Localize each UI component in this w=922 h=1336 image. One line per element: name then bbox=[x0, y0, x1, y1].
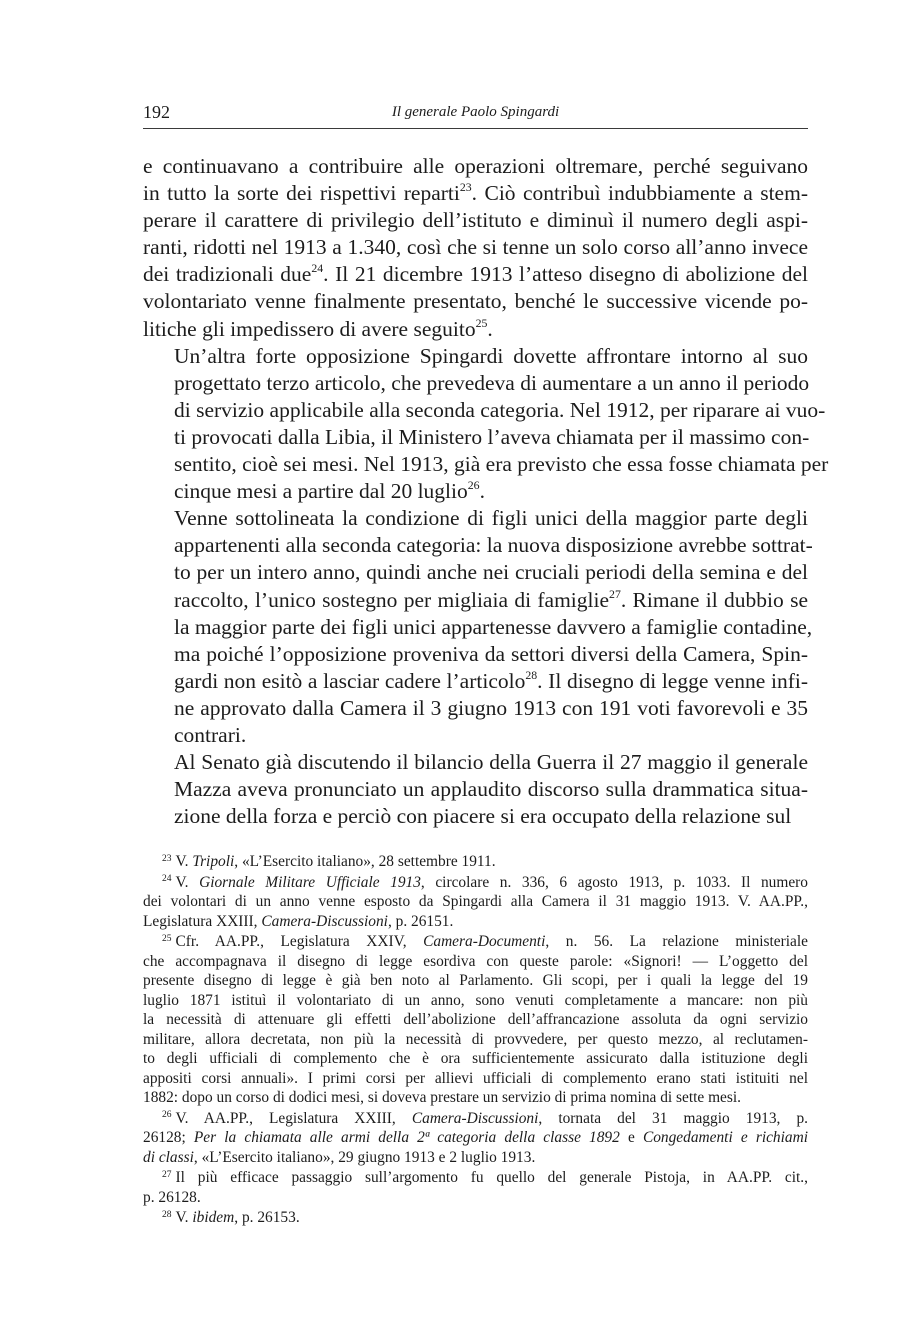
text-run: . bbox=[487, 316, 493, 341]
text-run: , n. 56. La relazione ministeriale bbox=[545, 933, 808, 950]
text-run: Un’altra forte opposizione Spingardi dovette affrontare intorno al suo bbox=[174, 343, 808, 368]
text-run: presente disegno di legge è già ben noto al Parlamento. Gli scopi, per i quali la legge del 19 bbox=[143, 972, 808, 989]
paragraph bbox=[143, 153, 808, 343]
italic-run: Camera-Discussioni bbox=[411, 1109, 539, 1127]
text-run: . Il 21 dicembre 1913 l’atteso disegno di abolizione del bbox=[323, 262, 808, 287]
text-run: to degli ufficiali di complemento che è ora sufficientemente assicurato dalla istituzione degli bbox=[143, 1050, 808, 1067]
footnote-line bbox=[143, 991, 808, 1011]
text-run: e bbox=[619, 1129, 643, 1146]
text-run: Venne sottolineata la condizione di figli unici della maggior parte degli bbox=[174, 506, 808, 531]
text-run: p. 26128. bbox=[143, 1188, 201, 1206]
footnote-line bbox=[143, 1208, 808, 1228]
footnote-26 bbox=[143, 1109, 808, 1168]
text-run: ranti, ridotti nel 1913 a 1.340, così che si tenne un solo corso all’anno invece bbox=[143, 235, 808, 260]
footnote-line bbox=[143, 1109, 808, 1129]
text-line bbox=[143, 722, 808, 749]
text-run: V. bbox=[175, 873, 200, 891]
text-run: 26128; bbox=[143, 1129, 194, 1146]
footnote-number: 25 bbox=[162, 932, 172, 944]
text-run: ne approvato dalla Camera il 3 giugno 1913 con 191 voti favorevoli e 35 bbox=[174, 695, 808, 720]
footnote-line bbox=[143, 892, 808, 912]
footnote-line bbox=[143, 952, 808, 972]
text-run: dei tradizionali due bbox=[143, 262, 312, 287]
italic-run: Congedamenti e richiami bbox=[642, 1129, 808, 1146]
text-run: Mazza aveva pronunciato un applaudito discorso sulla drammatica situa- bbox=[174, 777, 808, 802]
text-run: e continuavano a contribuire alle operazioni oltremare, perché seguivano bbox=[143, 154, 808, 178]
footnote-number: 23 bbox=[162, 852, 172, 864]
footnote-ref: 24 bbox=[311, 261, 324, 276]
text-line bbox=[143, 641, 808, 668]
text-run: sentito, cioè sei mesi. Nel 1913, già era previsto che essa fosse chiamata per bbox=[174, 452, 829, 477]
italic-run: ibidem bbox=[192, 1209, 235, 1226]
footnote-28 bbox=[143, 1208, 808, 1228]
text-run: 1882: dopo un corso di dodici mesi, si doveva prestare un servizio di prima nomina di sette mesi. bbox=[143, 1089, 741, 1106]
text-run: , «L’Esercito italiano», 28 settembre 1911. bbox=[234, 853, 496, 870]
text-run: litiche gli impedissero di avere seguito bbox=[143, 316, 476, 341]
text-run: , p. 26153. bbox=[234, 1209, 300, 1226]
text-run: V. bbox=[175, 853, 193, 870]
italic-run: Camera-Documenti bbox=[423, 933, 546, 950]
text-run: V. AA.PP., Legislatura XXIII, bbox=[175, 1109, 412, 1127]
text-line bbox=[143, 587, 808, 614]
footnote-24 bbox=[143, 873, 808, 932]
text-run: militare, allora decretata, non più la necessità di provvedere, per questo mezzo, al reclutamen- bbox=[143, 1030, 808, 1048]
text-run: la necessità di attenuare gli effetti dell’abolizione dell’affrancazione assoluta da ogni servizio bbox=[143, 1011, 808, 1028]
text-run: ti provocati dalla Libia, il Ministero l’aveva chiamata per il massimo con- bbox=[174, 424, 810, 449]
text-run: . Il disegno di legge venne infi- bbox=[537, 668, 808, 693]
text-run: appartenenti alla seconda categoria: la nuova disposizione avrebbe sottrat- bbox=[174, 533, 813, 558]
footnote-number: 26 bbox=[162, 1109, 172, 1121]
text-run: che accompagnava il disegno di legge esordiva con queste parole: «Signori! — L’oggetto del bbox=[143, 952, 808, 970]
text-line bbox=[143, 234, 808, 261]
text-run: Al Senato già discutendo il bilancio della Guerra il 27 maggio il generale bbox=[174, 750, 808, 775]
footnote-ref: 27 bbox=[609, 586, 621, 601]
text-run: Il più efficace passaggio sull’argomento fu quello del generale Pistoja, in AA.PP. cit., bbox=[175, 1169, 808, 1186]
text-line bbox=[143, 776, 808, 803]
footnote-23 bbox=[143, 852, 808, 872]
footnote-line bbox=[143, 1049, 808, 1069]
text-line bbox=[143, 803, 808, 830]
footnote-number: 27 bbox=[162, 1168, 172, 1180]
text-line bbox=[143, 559, 808, 586]
text-run: contrari. bbox=[174, 722, 247, 747]
text-run: in tutto la sorte dei rispettivi reparti bbox=[143, 181, 460, 206]
text-line bbox=[143, 614, 813, 641]
text-run: . bbox=[479, 479, 485, 504]
text-line bbox=[143, 532, 813, 559]
footnote-line bbox=[143, 1128, 808, 1148]
text-line bbox=[143, 749, 808, 776]
footnote-line bbox=[143, 1148, 808, 1168]
footnote-line bbox=[143, 1168, 808, 1188]
footnotes bbox=[143, 852, 808, 1229]
text-run: V. bbox=[175, 1209, 193, 1226]
text-line bbox=[143, 288, 808, 315]
text-run: , p. 26151. bbox=[387, 912, 454, 930]
footnote-27 bbox=[143, 1168, 808, 1207]
italic-run: Giornale Militare Ufficiale 1913 bbox=[199, 873, 421, 891]
body-text bbox=[143, 153, 829, 830]
italic-run: di classi bbox=[143, 1148, 194, 1166]
footnote-ref: 28 bbox=[525, 667, 538, 682]
footnote-line bbox=[143, 852, 808, 872]
text-run: dei volontari di un anno venne esposto da Spingardi alla Camera il 31 maggio 1913. V. AA.PP., bbox=[143, 893, 808, 910]
text-line bbox=[143, 397, 826, 424]
paragraph bbox=[143, 343, 829, 506]
footnote-line bbox=[143, 873, 808, 893]
text-run: cinque mesi a partire dal 20 luglio bbox=[174, 479, 468, 504]
text-line bbox=[143, 370, 808, 397]
italic-run: Per la chiamata alle armi della 2ª categoria della classe 1892 bbox=[193, 1129, 620, 1146]
text-line bbox=[143, 451, 829, 478]
text-run: la maggior parte dei figli unici appartenesse davvero a famiglie contadine, bbox=[174, 614, 813, 639]
text-line bbox=[143, 505, 808, 532]
text-run: to per un intero anno, quindi anche nei cruciali periodi della semina e del bbox=[174, 560, 808, 585]
text-line bbox=[143, 261, 808, 288]
text-line bbox=[143, 668, 808, 695]
text-line bbox=[143, 316, 808, 343]
text-run: di servizio applicabile alla seconda categoria. Nel 1912, per riparare ai vuo- bbox=[174, 397, 826, 422]
text-run: progettato terzo articolo, che prevedeva di aumentare a un anno il periodo bbox=[174, 370, 810, 395]
text-run: perare il carattere di privilegio dell’istituto e diminuì il numero degli aspi- bbox=[143, 208, 808, 233]
footnote-ref: 26 bbox=[467, 478, 480, 493]
text-run: zione della forza e perciò con piacere si era occupato della relazione sul bbox=[174, 804, 792, 829]
text-run: . Rimane il dubbio se bbox=[620, 587, 809, 612]
footnote-line bbox=[143, 932, 808, 952]
text-run: Legislatura XXIII, bbox=[143, 912, 262, 930]
page-number: 192 bbox=[143, 102, 170, 122]
text-line bbox=[143, 695, 808, 722]
text-run: Cfr. AA.PP., Legislatura XXIV, bbox=[175, 933, 424, 950]
text-run: . Ciò contribuì indubbiamente a stem- bbox=[471, 181, 808, 206]
italic-run: Tripoli bbox=[192, 853, 235, 870]
footnote-ref: 25 bbox=[475, 315, 488, 330]
footnote-line bbox=[143, 1188, 808, 1208]
text-run: , tornata del 31 maggio 1913, p. bbox=[538, 1109, 808, 1127]
text-line bbox=[143, 180, 808, 207]
paragraph bbox=[143, 749, 808, 830]
footnote-number: 24 bbox=[162, 873, 172, 885]
running-title: Il generale Paolo Spingardi bbox=[391, 104, 560, 120]
footnote-ref: 23 bbox=[459, 180, 472, 195]
text-line bbox=[143, 207, 808, 234]
text-run: appositi corsi annuali». I primi corsi per allievi ufficiali di complemento erano stati istituiti nel bbox=[143, 1069, 808, 1087]
text-line bbox=[143, 478, 808, 505]
footnote-line bbox=[143, 1030, 808, 1050]
text-run: ma poiché l’opposizione proveniva da settori diversi della Camera, Spin- bbox=[174, 641, 808, 666]
footnote-number: 28 bbox=[162, 1208, 172, 1220]
text-run: , circolare n. 336, 6 agosto 1913, p. 1033. Il numero bbox=[420, 873, 808, 891]
italic-run: Camera-Discussioni bbox=[261, 912, 388, 930]
footnote-25 bbox=[143, 932, 808, 1108]
footnote-line bbox=[143, 1069, 808, 1089]
text-line bbox=[143, 424, 808, 451]
text-line bbox=[143, 153, 808, 180]
footnote-line bbox=[143, 1088, 808, 1108]
paragraph bbox=[143, 505, 813, 749]
footnote-line bbox=[143, 912, 808, 932]
footnote-line bbox=[143, 971, 808, 991]
text-run: , «L’Esercito italiano», 29 giugno 1913 e 2 luglio 1913. bbox=[193, 1148, 536, 1166]
text-run: volontariato venne finalmente presentato, benché le successive vicende po- bbox=[143, 289, 808, 314]
text-run: gardi non esitò a lasciar cadere l’articolo bbox=[174, 668, 526, 693]
page-header bbox=[143, 100, 808, 129]
text-run: raccolto, l’unico sostegno per migliaia di famiglie bbox=[174, 587, 610, 612]
text-run: luglio 1871 istituì il volontariato di un anno, sono venuti completamente a mancare: non più bbox=[143, 991, 808, 1009]
footnote-line bbox=[143, 1010, 808, 1030]
text-line bbox=[143, 343, 808, 370]
